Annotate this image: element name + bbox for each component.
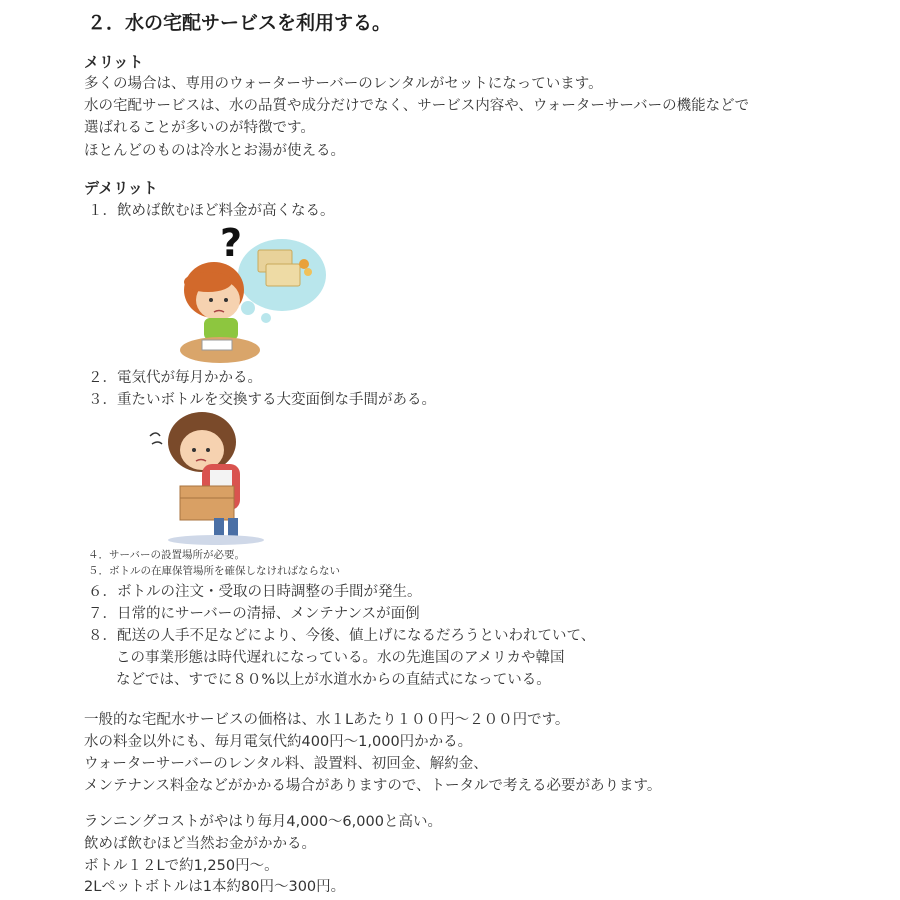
running-cost-line: ボトル１２Lで約1,250円～。 <box>84 858 279 874</box>
svg-text:?: ? <box>220 221 243 265</box>
worried-woman-money-illustration <box>178 220 334 370</box>
running-cost-line: ランニングコストがやはり毎月4,000～6,000と高い。 <box>84 814 442 830</box>
demerit-item-1: １．飲めば飲むほど料金が高くなる。 <box>88 203 335 219</box>
demerit-item-2: ２．電気代が毎月かかる。 <box>88 370 262 386</box>
demerit-item-3: ３．重たいボトルを交換する大変面倒な手間がある。 <box>88 392 436 408</box>
price-line: 水の料金以外にも、毎月電気代約400円～1,000円かかる。 <box>84 734 473 750</box>
running-cost-line: 2Lペットボトルは1本約80円～300円。 <box>84 879 346 895</box>
demerit-item-7: ７．日常的にサーバーの清掃、メンテナンスが面倒 <box>88 606 420 622</box>
merit-line: 選ばれることが多いのが特徴です。 <box>84 120 315 136</box>
merit-line: 水の宅配サービスは、水の品質や成分だけでなく、サービス内容や、ウォーターサーバーの機能などで <box>84 98 750 114</box>
price-line: メンテナンス料金などがかかる場合がありますので、トータルで考える必要があります。 <box>84 778 662 794</box>
merit-line: 多くの場合は、専用のウォーターサーバーのレンタルがセットになっています。 <box>84 76 603 92</box>
demerit-item-8-continued: この事業形態は時代遅れになっている。水の先進国のアメリカや韓国 <box>116 650 565 666</box>
price-line: ウォーターサーバーのレンタル料、設置料、初回金、解約金、 <box>84 756 488 772</box>
running-cost-line: 飲めば飲むほど当然お金がかかる。 <box>84 836 316 852</box>
price-line: 一般的な宅配水サービスの価格は、水１Lあたり１００円～２００円です。 <box>84 712 570 728</box>
demerit-item-8: ８．配送の人手不足などにより、今後、値上げになるだろうといわれていて、 <box>88 628 596 644</box>
demerit-item-6: ６．ボトルの注文・受取の日時調整の手間が発生。 <box>88 584 422 600</box>
merit-heading: メリット <box>84 53 144 71</box>
demerit-item-5: ５．ボトルの在庫保管場所を確保しなければならない <box>88 565 340 577</box>
demerit-heading: デメリット <box>84 179 158 197</box>
section-title: ２．水の宅配サービスを利用する。 <box>87 12 392 34</box>
demerit-item-4: ４．サーバーの設置場所が必要。 <box>88 549 245 561</box>
merit-line: ほとんどのものは冷水とお湯が使える。 <box>84 143 345 159</box>
woman-carrying-box-illustration <box>144 408 274 546</box>
demerit-item-8-continued: などでは、すでに８０%以上が水道水からの直結式になっている。 <box>116 672 551 688</box>
